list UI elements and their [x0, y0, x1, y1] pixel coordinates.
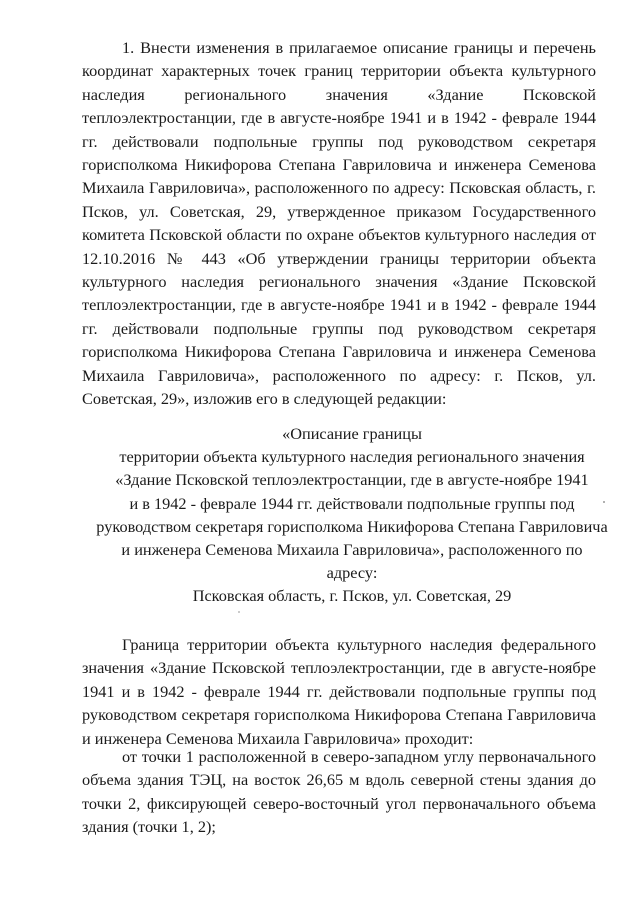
amendment-paragraph: 1. Внести изменения в прилагаемое описание границы и перечень координат характерных точек границ территории объекта культурного наследия регионального значения «Здание Псковской теплоэлектростанции, где в августе-ноябре 1941 и в 1942 - феврале 1944 гг. действовали подпольные группы под руководством секретаря горисполкома Никифорова Степана Гавриловича и инженера Семенова Михаила Гавриловича», расположенного по адресу: Псковская область, г. Псков, ул. Советская, 29, утвержденное приказом Государственного комитета Псковской области по охране объектов культурного наследия от 12.10.2016 № 443 «Об утверждении границы территории объекта культурного наследия регионального значения «Здание Псковской теплоэлектростанции, где в августе-ноябре 1941 и в 1942 - феврале 1944 гг. действовали подпольные группы под руководством секретаря горисполкома Никифорова Степана Гавриловича и инженера Семенова Михаила Гавриловича», расположенного по адресу: г. Псков, ул. Советская, 29», изложив его в следующей редакции: [82, 38, 596, 409]
boundary-description-heading [96, 422, 608, 608]
heading-line: «Описание границы [282, 424, 422, 443]
boundary-intro-paragraph: Граница территории объекта культурного наследия федерального значения «Здание Псковской теплоэлектростанции, где в августе-ноябре 1941 и в 1942 - феврале 1944 гг. действовали подпольные группы под руководством секретаря горисполкома Никифорова Степана Гавриловича и инженера Семенова Михаила Гавриловича» проходит: [82, 635, 596, 748]
heading-line: и инженера Семенова Михаила Гавриловича», расположенного по адресу: [121, 540, 583, 583]
scan-speck [603, 501, 605, 503]
heading-line: «Здание Псковской теплоэлектростанции, где в августе-ноябре 1941 [115, 470, 589, 490]
boundary-point-paragraph: от точки 1 расположенной в северо-западном углу первоначального объема здания ТЭЦ, на восток 26,65 м вдоль северной стены здания до точки 2, фиксирующей северо-восточный угол первоначального объема здания (точки 1, 2); [82, 747, 596, 837]
heading-line: руководством секретаря горисполкома Никифорова Степана Гавриловича [96, 516, 608, 536]
heading-line: Псковская область, г. Псков, ул. Советская, 29 [192, 586, 512, 606]
heading-line: и в 1942 - феврале 1944 гг. действовали подпольные группы под [129, 493, 575, 513]
heading-line: территории объекта культурного наследия регионального значения [119, 447, 585, 467]
scan-speck [238, 611, 240, 613]
